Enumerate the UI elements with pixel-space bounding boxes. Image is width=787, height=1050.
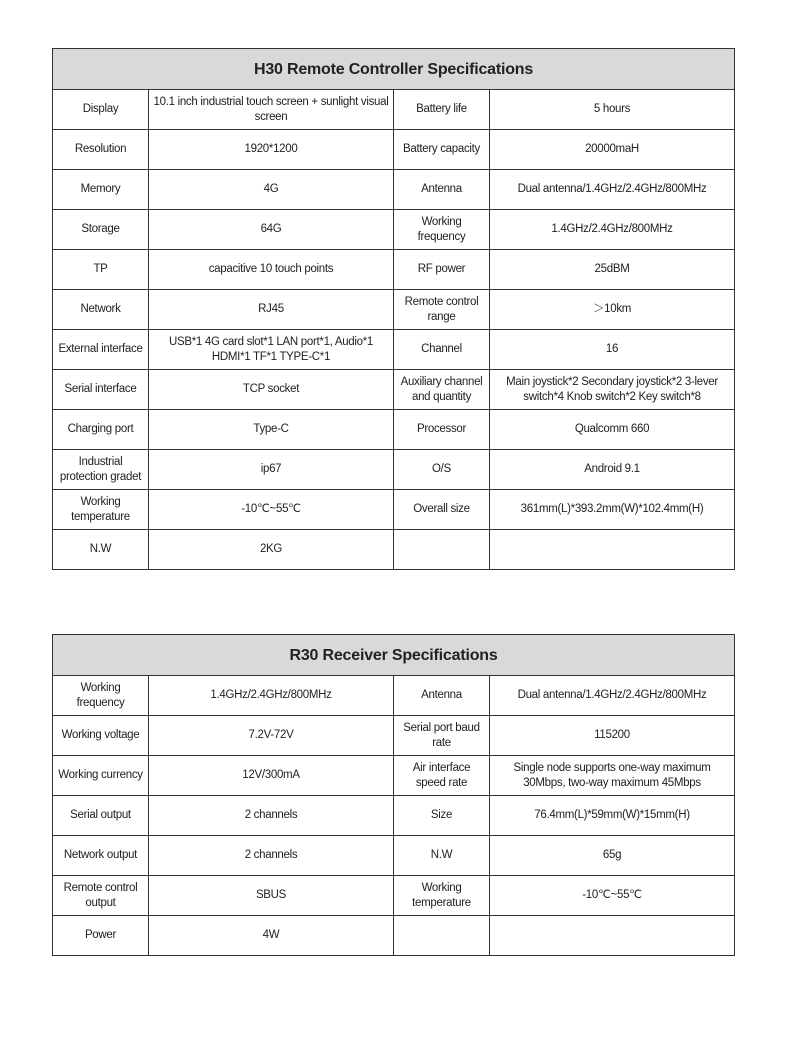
spec-label: Storage	[53, 210, 149, 250]
spec-value: 1.4GHz/2.4GHz/800MHz	[149, 676, 394, 716]
spec-label: Air interface speed rate	[394, 756, 490, 796]
spec-label: Serial output	[53, 796, 149, 836]
h30-spec-table	[52, 48, 735, 570]
spec-label: Working frequency	[53, 676, 149, 716]
spec-label	[394, 916, 490, 956]
spec-value: Dual antenna/1.4GHz/2.4GHz/800MHz	[490, 170, 735, 210]
spec-label: Power	[53, 916, 149, 956]
spec-value: TCP socket	[149, 370, 394, 410]
spec-value: 25dBM	[490, 250, 735, 290]
spec-label: Working temperature	[53, 490, 149, 530]
spec-value: -10℃~55℃	[149, 490, 394, 530]
table-row	[53, 796, 735, 836]
spec-value: 65g	[490, 836, 735, 876]
spec-value: 12V/300mA	[149, 756, 394, 796]
spec-label: Remote control output	[53, 876, 149, 916]
table-row	[53, 490, 735, 530]
spec-value: Qualcomm 660	[490, 410, 735, 450]
spec-label: Network output	[53, 836, 149, 876]
spec-value	[490, 530, 735, 570]
spec-label: Working voltage	[53, 716, 149, 756]
spec-value: 5 hours	[490, 90, 735, 130]
spec-value: Single node supports one-way maximum 30Mbps, two-way maximum 45Mbps	[490, 756, 735, 796]
r30-spec-table	[52, 634, 735, 956]
spec-value: Main joystick*2 Secondary joystick*2 3-lever switch*4 Knob switch*2 Key switch*8	[490, 370, 735, 410]
spec-value: 7.2V-72V	[149, 716, 394, 756]
spec-label: External interface	[53, 330, 149, 370]
spec-value: Type-C	[149, 410, 394, 450]
spec-value: 64G	[149, 210, 394, 250]
spec-label: Serial port baud rate	[394, 716, 490, 756]
table-row	[53, 330, 735, 370]
table-row	[53, 876, 735, 916]
spec-label: Antenna	[394, 170, 490, 210]
spec-value: capacitive 10 touch points	[149, 250, 394, 290]
spec-label: TP	[53, 250, 149, 290]
table-row	[53, 130, 735, 170]
table-row	[53, 676, 735, 716]
spec-label: RF power	[394, 250, 490, 290]
table-title: H30 Remote Controller Specifications	[53, 49, 735, 90]
spec-label: Working temperature	[394, 876, 490, 916]
spec-value: Android 9.1	[490, 450, 735, 490]
spec-label: Battery capacity	[394, 130, 490, 170]
table-row	[53, 370, 735, 410]
spec-value: 1920*1200	[149, 130, 394, 170]
spec-value: -10℃~55℃	[490, 876, 735, 916]
spec-value: 2 channels	[149, 796, 394, 836]
table-row	[53, 410, 735, 450]
spec-label: Working currency	[53, 756, 149, 796]
spec-value: 10.1 inch industrial touch screen + sunlight visual screen	[149, 90, 394, 130]
spec-value: 20000maH	[490, 130, 735, 170]
spec-value: SBUS	[149, 876, 394, 916]
spec-value	[490, 916, 735, 956]
spec-value: RJ45	[149, 290, 394, 330]
spec-label: Resolution	[53, 130, 149, 170]
spec-label: Display	[53, 90, 149, 130]
table-title: R30 Receiver Specifications	[53, 635, 735, 676]
spec-label: Size	[394, 796, 490, 836]
spec-value: ＞10km	[490, 290, 735, 330]
table-row	[53, 916, 735, 956]
table-row	[53, 170, 735, 210]
spec-label: Battery life	[394, 90, 490, 130]
spec-label: Overall size	[394, 490, 490, 530]
table-row	[53, 90, 735, 130]
spec-label	[394, 530, 490, 570]
table-row	[53, 290, 735, 330]
spec-value: Dual antenna/1.4GHz/2.4GHz/800MHz	[490, 676, 735, 716]
table-row	[53, 250, 735, 290]
spec-value: 4G	[149, 170, 394, 210]
spec-value: 76.4mm(L)*59mm(W)*15mm(H)	[490, 796, 735, 836]
table-row	[53, 210, 735, 250]
spec-label: Memory	[53, 170, 149, 210]
spec-label: Remote control range	[394, 290, 490, 330]
table-row	[53, 716, 735, 756]
spec-value: ip67	[149, 450, 394, 490]
spec-value: 2 channels	[149, 836, 394, 876]
spec-value: 1.4GHz/2.4GHz/800MHz	[490, 210, 735, 250]
spec-label: Network	[53, 290, 149, 330]
spec-label: N.W	[53, 530, 149, 570]
table-row	[53, 756, 735, 796]
table-row	[53, 836, 735, 876]
spec-value: 361mm(L)*393.2mm(W)*102.4mm(H)	[490, 490, 735, 530]
spec-value: 16	[490, 330, 735, 370]
table-row	[53, 450, 735, 490]
table-row	[53, 530, 735, 570]
spec-label: Charging port	[53, 410, 149, 450]
spec-label: Auxiliary channel and quantity	[394, 370, 490, 410]
spec-label: Processor	[394, 410, 490, 450]
spec-label: Channel	[394, 330, 490, 370]
spec-label: Working frequency	[394, 210, 490, 250]
spec-label: Antenna	[394, 676, 490, 716]
spec-label: Industrial protection gradet	[53, 450, 149, 490]
spec-label: O/S	[394, 450, 490, 490]
spec-label: N.W	[394, 836, 490, 876]
spec-label: Serial interface	[53, 370, 149, 410]
spec-value: 4W	[149, 916, 394, 956]
spec-value: USB*1 4G card slot*1 LAN port*1, Audio*1 HDMI*1 TF*1 TYPE-C*1	[149, 330, 394, 370]
spec-value: 115200	[490, 716, 735, 756]
spec-value: 2KG	[149, 530, 394, 570]
